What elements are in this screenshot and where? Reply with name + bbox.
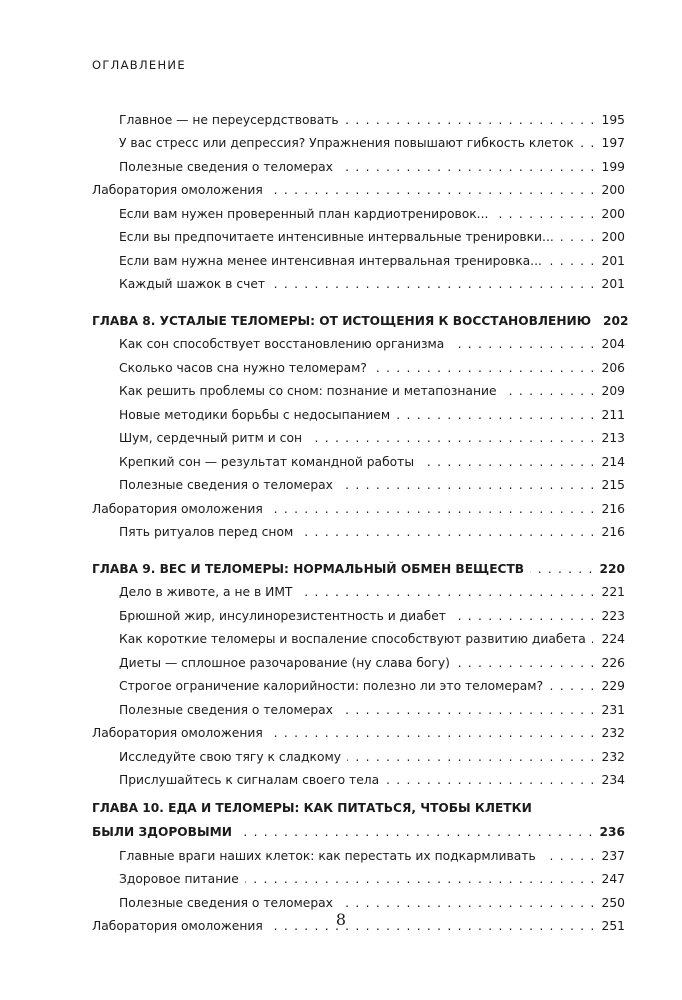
chapter-spacer: [92, 292, 625, 305]
toc-subentry[interactable]: [92, 671, 625, 695]
table-of-contents: [92, 104, 629, 934]
toc-entry-title: Пять ритуалов перед сном: [119, 525, 299, 540]
toc-page-number: 231: [596, 703, 625, 718]
toc-page-number: 214: [596, 455, 625, 470]
toc-subentry[interactable]: [92, 352, 625, 376]
toc-subentry[interactable]: [92, 128, 625, 152]
toc-entry-title: Дело в животе, а не в ИМТ: [119, 585, 298, 600]
toc-entry-title: Лаборатория омоложения: [92, 502, 269, 517]
toc-entry[interactable]: [92, 718, 625, 742]
dot-leader: [298, 585, 595, 600]
toc-page-number: 197: [596, 136, 625, 151]
toc-page-number: 229: [596, 679, 625, 694]
toc-entry-title: У вас стресс или депрессия? Упражнения повышают гибкость клеток: [119, 136, 580, 151]
dot-leader: [396, 408, 595, 423]
toc-subentry[interactable]: [92, 741, 625, 765]
dot-leader: [420, 455, 595, 470]
toc-chapter[interactable]: [92, 553, 625, 577]
toc-page-number: 251: [596, 919, 625, 934]
toc-subentry[interactable]: [92, 600, 625, 624]
dot-leader: [385, 773, 595, 788]
toc-entry-title: ГЛАВА 9. ВЕС И ТЕЛОМЕРЫ: НОРМАЛЬНЫЙ ОБМЕН ВЕЩЕСТВ: [92, 562, 530, 577]
toc-subentry[interactable]: [92, 198, 625, 222]
dot-leader: [299, 525, 595, 540]
toc-page-number: 220: [594, 562, 625, 577]
dot-leader: [339, 478, 596, 493]
toc-entry-title: Если вам нужен проверенный план кардиотренировок...: [119, 207, 494, 222]
toc-page-number: 226: [596, 656, 625, 671]
toc-chapter[interactable]: [92, 823, 625, 840]
running-header: ОГЛАВЛЕНИЕ: [92, 58, 186, 72]
dot-leader: [542, 849, 596, 864]
toc-subentry[interactable]: [92, 864, 625, 888]
toc-entry-title: Строгое ограничение калорийности: полезно ли это теломерам?: [119, 679, 549, 694]
toc-subentry[interactable]: [92, 577, 625, 601]
dot-leader: [345, 113, 596, 128]
toc-page-number: 250: [596, 896, 625, 911]
toc-entry-title: Полезные сведения о теломерах: [119, 478, 339, 493]
toc-entry-title: Новые методики борьбы с недосыпанием: [119, 408, 396, 423]
toc-entry-title: Как сон способствует восстановлению организма: [119, 337, 450, 352]
toc-page-number: 200: [596, 207, 625, 222]
dot-leader: [580, 136, 596, 151]
dot-leader: [308, 431, 596, 446]
dot-leader: [347, 750, 595, 765]
toc-page-number: 247: [596, 872, 625, 887]
dot-leader: [452, 609, 596, 624]
toc-entry-title: Прислушайтесь к сигналам своего тела: [119, 773, 385, 788]
toc-subentry[interactable]: [92, 694, 625, 718]
toc-subentry[interactable]: [92, 245, 625, 269]
toc-entry-title: БЫЛИ ЗДОРОВЫМИ: [92, 825, 238, 840]
toc-entry-title: Если вы предпочитаете интенсивные интервальные тренировки...: [119, 230, 560, 245]
toc-page-number: 216: [596, 502, 625, 517]
toc-subentry[interactable]: [92, 222, 625, 246]
toc-page-number: 237: [596, 849, 625, 864]
dot-leader: [238, 825, 594, 840]
toc-page-number: 200: [596, 183, 625, 198]
toc-entry-title: Полезные сведения о теломерах: [119, 896, 339, 911]
toc-page-number: 211: [596, 408, 625, 423]
toc-subentry[interactable]: [92, 470, 625, 494]
toc-subentry[interactable]: [92, 269, 625, 293]
toc-entry-title: Как короткие теломеры и воспаление способствуют развитию диабета: [119, 632, 592, 647]
toc-subentry[interactable]: [92, 647, 625, 671]
toc-page-number: 215: [596, 478, 625, 493]
dot-leader: [549, 679, 595, 694]
toc-entry-title: Лаборатория омоложения: [92, 919, 269, 934]
toc-page-number: 201: [596, 277, 625, 292]
toc-entry-title: ГЛАВА 10. ЕДА И ТЕЛОМЕРЫ: КАК ПИТАТЬСЯ, ЧТОБЫ КЛЕТКИ: [92, 801, 532, 815]
chapter-spacer: [92, 540, 625, 553]
toc-entry[interactable]: [92, 493, 625, 517]
toc-subentry[interactable]: [92, 329, 625, 353]
toc-chapter[interactable]: [92, 305, 629, 329]
toc-subentry[interactable]: [92, 840, 625, 864]
dot-leader: [530, 562, 593, 577]
toc-entry-title: Здоровое питание: [119, 872, 245, 887]
toc-entry-title: Если вам нужна менее интенсивная интервальная тренировка...: [119, 254, 548, 269]
chapter-spacer: [92, 788, 625, 801]
toc-subentry[interactable]: [92, 446, 625, 470]
toc-page-number: 202: [597, 314, 625, 329]
toc-page-number: 232: [596, 726, 625, 741]
toc-entry-title: Как решить проблемы со сном: познание и метапознание: [119, 384, 503, 399]
dot-leader: [339, 896, 596, 911]
toc-page-number: 199: [596, 160, 625, 175]
toc-subentry[interactable]: [92, 151, 625, 175]
dot-leader: [548, 254, 596, 269]
toc-entry-title: Лаборатория омоложения: [92, 183, 269, 198]
page-number: 8: [335, 910, 347, 929]
dot-leader: [494, 207, 595, 222]
toc-page-number: 236: [594, 825, 625, 840]
toc-chapter-title-line: [92, 801, 625, 823]
dot-leader: [269, 502, 596, 517]
toc-subentry[interactable]: [92, 104, 625, 128]
dot-leader: [245, 872, 596, 887]
toc-page-number: 204: [596, 337, 625, 352]
toc-entry-title: Каждый шажок в счет: [119, 277, 271, 292]
toc-entry-title: Полезные сведения о теломерах: [119, 703, 339, 718]
toc-page-number: 195: [596, 113, 625, 128]
toc-entry[interactable]: [92, 175, 625, 199]
toc-entry-title: Диеты — сплошное разочарование (ну слава богу): [119, 656, 456, 671]
toc-page-number: 209: [596, 384, 625, 399]
toc-page-number: 224: [596, 632, 625, 647]
dot-leader: [269, 183, 596, 198]
dot-leader: [503, 384, 596, 399]
toc-subentry[interactable]: [92, 376, 625, 400]
dot-leader: [339, 160, 596, 175]
toc-entry-title: ГЛАВА 8. УСТАЛЫЕ ТЕЛОМЕРЫ: ОТ ИСТОЩЕНИЯ К ВОССТАНОВЛЕНИЮ: [92, 314, 597, 329]
toc-page-number: 221: [596, 585, 625, 600]
dot-leader: [373, 361, 596, 376]
toc-subentry[interactable]: [92, 624, 625, 648]
toc-entry-title: Главные враги наших клеток: как перестать их подкармливать: [119, 849, 542, 864]
toc-page-number: 206: [596, 361, 625, 376]
dot-leader: [339, 703, 596, 718]
dot-leader: [271, 277, 595, 292]
toc-entry-title: Главное — не переусердствовать: [119, 113, 345, 128]
toc-page-number: 213: [596, 431, 625, 446]
dot-leader: [269, 726, 596, 741]
toc-page-number: 216: [596, 525, 625, 540]
toc-entry-title: Крепкий сон — результат командной работы: [119, 455, 420, 470]
toc-page-number: 201: [596, 254, 625, 269]
toc-entry-title: Лаборатория омоложения: [92, 726, 269, 741]
toc-page-number: 234: [596, 773, 625, 788]
toc-subentry[interactable]: [92, 399, 625, 423]
toc-subentry[interactable]: [92, 423, 625, 447]
toc-page-number: 200: [596, 230, 625, 245]
toc-page-number: 223: [596, 609, 625, 624]
toc-subentry[interactable]: [92, 887, 625, 911]
toc-entry-title: Полезные сведения о теломерах: [119, 160, 339, 175]
dot-leader: [560, 230, 596, 245]
dot-leader: [456, 656, 596, 671]
toc-subentry[interactable]: [92, 765, 625, 789]
toc-entry-title: Брюшной жир, инсулинорезистентность и диабет: [119, 609, 452, 624]
toc-subentry[interactable]: [92, 517, 625, 541]
dot-leader: [450, 337, 595, 352]
toc-page-number: 232: [596, 750, 625, 765]
toc-entry-title: Шум, сердечный ритм и сон: [119, 431, 308, 446]
toc-entry-title: Исследуйте свою тягу к сладкому: [119, 750, 347, 765]
toc-entry-title: Сколько часов сна нужно теломерам?: [119, 361, 373, 376]
